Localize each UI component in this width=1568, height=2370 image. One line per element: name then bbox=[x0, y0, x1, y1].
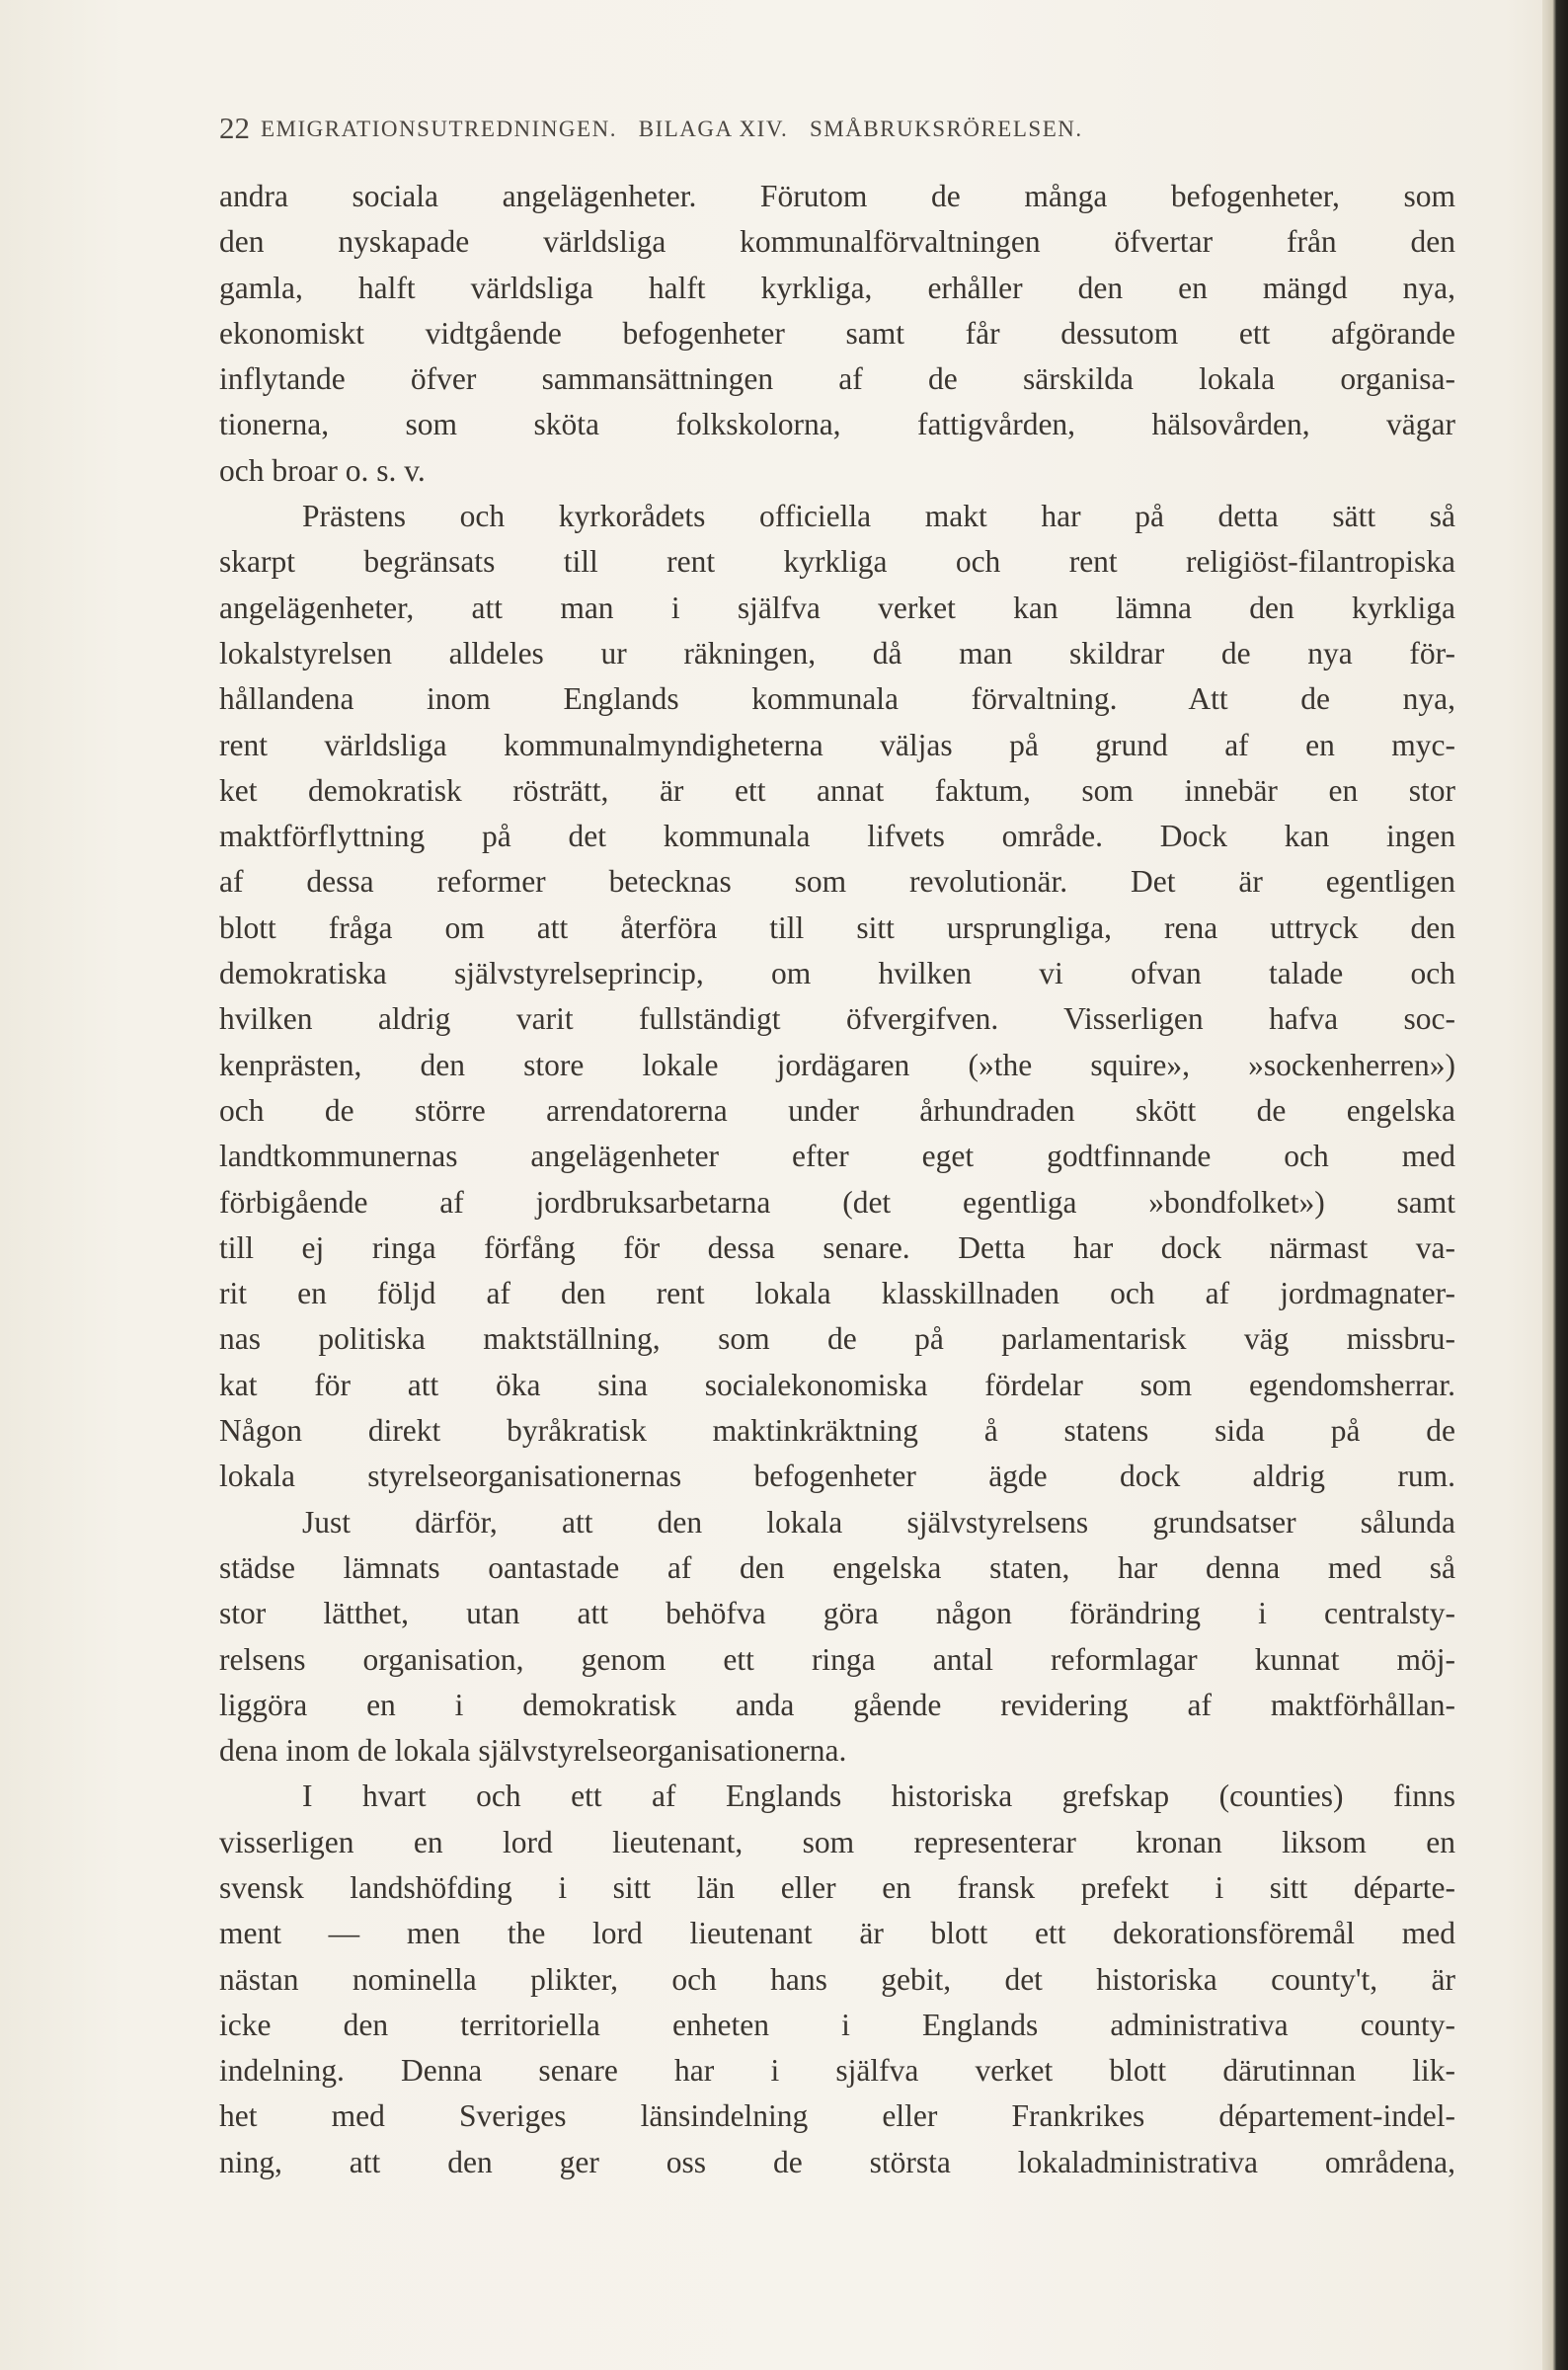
text-line: stor lätthet, utan att behöfva göra någon förändring i centralsty- bbox=[219, 1596, 1455, 1631]
text-line: nästan nominella plikter, och hans gebit, det historiska county't, är bbox=[219, 1961, 1455, 1997]
text-line: Någon direkt byråkratisk maktinkräktning å statens sida på de bbox=[219, 1413, 1455, 1449]
text-line: maktförflyttning på det kommunala lifvets område. Dock kan ingen bbox=[219, 819, 1455, 854]
paragraph-start-line: I hvart och ett af Englands historiska grefskap (counties) finns bbox=[302, 1778, 1455, 1814]
text-line: relsens organisation, genom ett ringa antal reformlagar kunnat möj- bbox=[219, 1641, 1455, 1677]
page-header bbox=[219, 111, 1458, 150]
text-line: andra sociala angelägenheter. Förutom de många befogenheter, som bbox=[219, 179, 1455, 213]
text-line: ment — men the lord lieutenant är blott ett dekorationsföremål med bbox=[219, 1916, 1455, 1951]
body-text bbox=[219, 174, 1455, 2185]
text-line: till ej ringa förfång för dessa senare. Detta har dock närmast va- bbox=[219, 1229, 1455, 1265]
text-line: hvilken aldrig varit fullständigt öfvergifven. Visserligen hafva soc- bbox=[219, 1001, 1455, 1037]
text-line: rent världsliga kommunalmyndigheterna väljas på grund af en myc- bbox=[219, 727, 1455, 762]
text-line: het med Sveriges länsindelning eller Frankrikes département-indel- bbox=[219, 2098, 1455, 2134]
text-line: blott fråga om att återföra till sitt ursprungliga, rena uttryck den bbox=[219, 909, 1455, 945]
text-line: ket demokratisk rösträtt, är ett annat faktum, som innebär en stor bbox=[219, 772, 1455, 808]
paragraph-start-line: Prästens och kyrkorådets officiella makt har på detta sätt så bbox=[302, 499, 1455, 534]
text-line: rit en följd af den rent lokala klasskillnaden och af jordmagnater- bbox=[219, 1276, 1455, 1311]
text-line: demokratiska självstyrelseprincip, om hvilken vi ofvan talade och bbox=[219, 956, 1455, 991]
text-line: liggöra en i demokratisk anda gående revidering af maktförhållan- bbox=[219, 1687, 1455, 1722]
text-line: icke den territoriella enheten i Englands administrativa county- bbox=[219, 2007, 1455, 2042]
text-line: förbigående af jordbruksarbetarna (det egentliga »bondfolket») samt bbox=[219, 1184, 1455, 1220]
text-line: den nyskapade världsliga kommunalförvaltningen öfvertar från den bbox=[219, 224, 1455, 260]
text-line: svensk landshöfding i sitt län eller en fransk prefekt i sitt départe- bbox=[219, 1869, 1455, 1905]
text-line: landtkommunernas angelägenheter efter eget godtfinnande och med bbox=[219, 1139, 1455, 1174]
text-line: städse lämnats oantastade af den engelska staten, har denna med så bbox=[219, 1549, 1455, 1585]
page-number: 22 bbox=[219, 111, 250, 145]
text-line: af dessa reformer betecknas som revolutionär. Det är egentligen bbox=[219, 864, 1455, 900]
text-line: indelning. Denna senare har i själfva verket blott därutinnan lik- bbox=[219, 2053, 1455, 2089]
text-line: lokalstyrelsen alldeles ur räkningen, då man skildrar de nya för- bbox=[219, 635, 1455, 671]
text-line: hållandena inom Englands kommunala förvaltning. Att de nya, bbox=[219, 681, 1455, 717]
text-line: kenprästen, den store lokale jordägaren (»the squire», »sockenherren») bbox=[219, 1047, 1455, 1082]
text-line: angelägenheter, att man i själfva verket kan lämna den kyrkliga bbox=[219, 590, 1455, 625]
text-line: tionerna, som sköta folkskolorna, fattigvården, hälsovården, vägar bbox=[219, 407, 1455, 442]
text-line: inflytande öfver sammansättningen af de särskilda lokala organisa- bbox=[219, 361, 1455, 397]
text-line: kat för att öka sina socialekonomiska fördelar som egendomsherrar. bbox=[219, 1367, 1455, 1402]
text-line: ekonomiskt vidtgående befogenheter samt får dessutom ett afgörande bbox=[219, 315, 1455, 351]
text-line: och de större arrendatorerna under århundraden skött de engelska bbox=[219, 1092, 1455, 1128]
text-line: ning, att den ger oss de största lokaladministrativa områdena, bbox=[219, 2144, 1455, 2179]
text-line: lokala styrelseorganisationernas befogenheter ägde dock aldrig rum. bbox=[219, 1459, 1455, 1494]
text-line: dena inom de lokala självstyrelseorganisationerna. bbox=[219, 1733, 847, 1769]
text-line: skarpt begränsats till rent kyrkliga och rent religiöst-filantropiska bbox=[219, 544, 1455, 580]
page-edge-shadow bbox=[1542, 0, 1568, 2370]
running-head: EMIGRATIONSUTREDNINGEN. BILAGA XIV. SMÅBRUKSRÖRELSEN. bbox=[261, 117, 1083, 141]
paragraph-start-line: Just därför, att den lokala självstyrelsens grundsatser sålunda bbox=[302, 1504, 1455, 1540]
text-line: gamla, halft världsliga halft kyrkliga, erhåller den en mängd nya, bbox=[219, 270, 1455, 305]
text-line: och broar o. s. v. bbox=[219, 452, 426, 488]
text-line: visserligen en lord lieutenant, som representerar kronan liksom en bbox=[219, 1824, 1455, 1859]
text-line: nas politiska maktställning, som de på parlamentarisk väg missbru- bbox=[219, 1321, 1455, 1357]
